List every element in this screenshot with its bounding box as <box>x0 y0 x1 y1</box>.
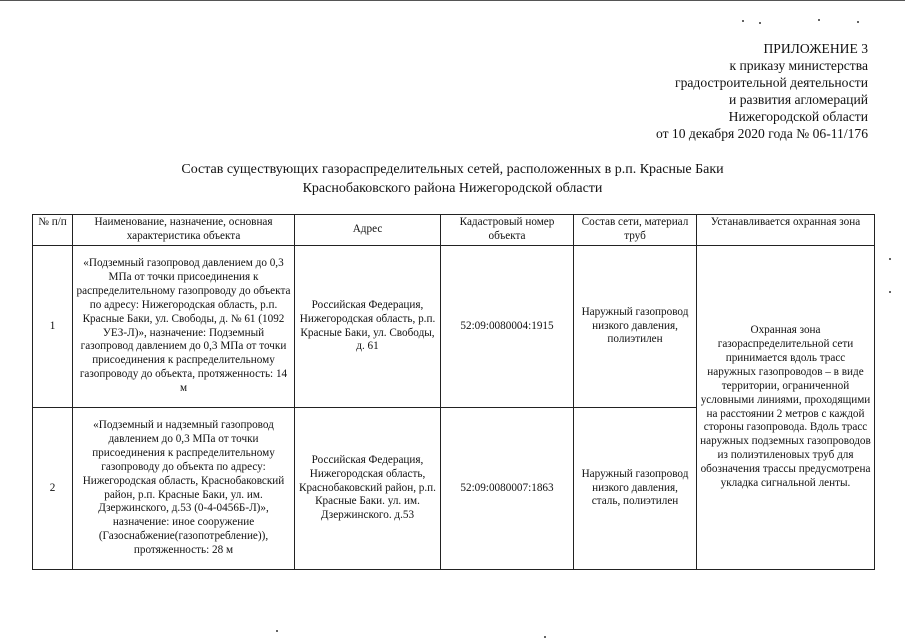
top-border-line <box>0 0 905 1</box>
scan-speck <box>742 20 744 22</box>
header-number: № п/п <box>33 215 73 246</box>
appendix-block <box>548 40 868 142</box>
scan-speck <box>544 636 546 638</box>
scan-speck <box>276 630 278 632</box>
protection-zone-cell: Охранная зона газораспределительной сети принимается вдоль трасс наружных газопроводов – в виде территории, ограниченной условными линиями, проходящими на расстоянии 2 метров с каждой стороны газопровода. Вдоль трасс наружных подземных газопроводов из полиэтиленовых труб для обозначения трассы предусмотрена укладка сигнальной ленты. <box>697 246 875 570</box>
row-name: «Подземный и надземный газопровод давлением до 0,3 МПа от точки присоединения к распределительному газопроводу до объекта по адресу: Нижегородская область, Краснобаковский район, р.п. Красные Баки, ул. им. Дзержинского, д.53 (0-4-0456Б-Л)», назначение: иное сооружение (Газоснабжение(газопотребление)), протяженность: 28 м <box>73 408 295 570</box>
row-name: «Подземный газопровод давлением до 0,3 МПа от точки присоединения к распределительному газопроводу до объекта по адресу: Нижегородская область, р.п. Красные Баки, ул. Свободы, д. № 61 (1092 УЕЗ-Л)», назначение: Подземный газопровод давлением до 0,3 МПа от точки присоединения к распределительному газопроводу до объекта, протяженность: 14 м <box>73 246 295 408</box>
row-address: Российская Федерация, Нижегородская область, р.п. Красные Баки, ул. Свободы, д. 61 <box>295 246 441 408</box>
row-cadastral-number: 52:09:0080007:1863 <box>441 408 574 570</box>
appendix-line: и развития агломераций <box>729 92 868 107</box>
appendix-line: Нижегородской области <box>728 109 868 124</box>
appendix-line: к приказу министерства <box>729 58 868 73</box>
header-zone: Устанавливается охранная зона <box>697 215 875 246</box>
table-row <box>33 246 875 408</box>
document-title <box>0 160 905 198</box>
row-composition: Наружный газопровод низкого давления, полиэтилен <box>574 246 697 408</box>
header-cadastral: Кадастровый номер объекта <box>441 215 574 246</box>
scan-speck <box>759 22 761 24</box>
row-address: Российская Федерация, Нижегородская область, Краснобаковский район, р.п. Красные Баки. ул. им. Дзержинского. д.53 <box>295 408 441 570</box>
scan-speck <box>818 19 820 21</box>
title-line: Краснобаковского района Нижегородской области <box>302 181 603 196</box>
row-number: 1 <box>33 246 73 408</box>
row-composition: Наружный газопровод низкого давления, сталь, полиэтилен <box>574 408 697 570</box>
gas-networks-table <box>32 214 875 570</box>
row-number: 2 <box>33 408 73 570</box>
scan-speck <box>857 21 859 23</box>
header-name: Наименование, назначение, основная характеристика объекта <box>73 215 295 246</box>
scan-speck <box>889 258 891 260</box>
row-cadastral-number: 52:09:0080004:1915 <box>441 246 574 408</box>
table-header-row <box>33 215 875 246</box>
header-composition: Состав сети, материал труб <box>574 215 697 246</box>
header-address: Адрес <box>295 215 441 246</box>
scan-speck <box>889 291 891 293</box>
appendix-order-date: от 10 декабря 2020 года № 06-11/176 <box>655 126 868 141</box>
title-line: Состав существующих газораспределительных сетей, расположенных в р.п. Красные Баки <box>181 162 724 177</box>
appendix-heading: ПРИЛОЖЕНИЕ 3 <box>763 41 868 56</box>
appendix-line: градостроительной деятельности <box>675 75 868 90</box>
